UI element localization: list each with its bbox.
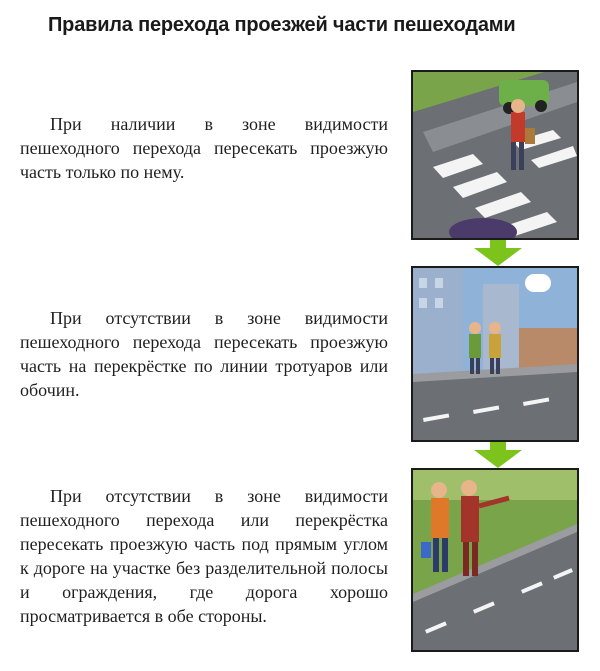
intersection-illustration xyxy=(411,266,579,442)
page-title: Правила перехода проезжей части пешеходами xyxy=(48,14,516,36)
road-crossing-scene-icon xyxy=(413,470,577,650)
rule-crosswalk-text: При наличии в зоне видимости пешеходного перехода пересекать проезжую часть только по нему. xyxy=(20,114,388,182)
crosswalk-scene-icon xyxy=(413,72,577,238)
intersection-scene-icon xyxy=(413,268,577,440)
rule-perpendicular-text: При отсутствии в зоне видимости пешеходного перехода или перекрёстка пересекать проезжую часть под прямым углом к дороге на участке без разделительной полосы и ограждения, где дорога хорошо просматривается в обе стороны. xyxy=(20,486,388,626)
rule-intersection-text: При отсутствии в зоне видимости пешеходного перехода пересекать проезжую часть на перекрёстке по линии тротуаров или обочин. xyxy=(20,308,388,400)
crosswalk-illustration xyxy=(411,70,579,240)
road-crossing-illustration xyxy=(411,468,579,652)
